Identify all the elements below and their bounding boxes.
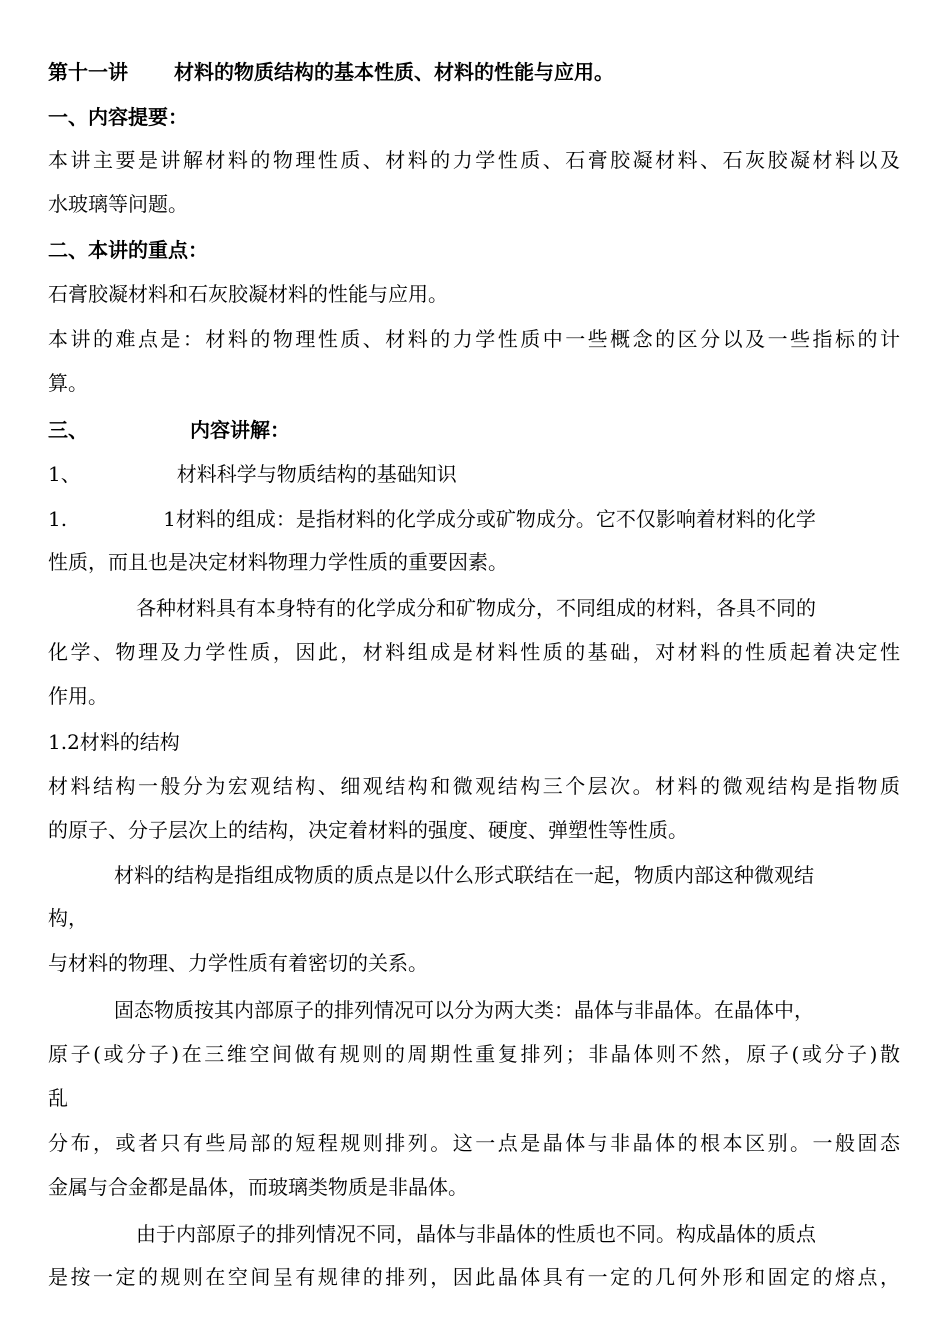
- section1-body-line: 本讲主要是讲解材料的物理性质、材料的力学性质、石膏胶凝材料、石灰胶凝材料以及: [48, 148, 900, 172]
- item-1-1-line: 性质，而且也是决定材料物理力学性质的重要因素。: [48, 550, 508, 574]
- lecture-title-text: 材料的物质结构的基本性质、材料的性能与应用。: [174, 60, 614, 84]
- paragraph-line: 构，: [48, 906, 88, 930]
- paragraph-line: 化学、物理及力学性质，因此，材料组成是材料性质的基础，对材料的性质起着决定性: [48, 640, 900, 664]
- section3-heading: [48, 415, 900, 445]
- item-1-1-line: [48, 504, 900, 534]
- subsection-1-2-heading: 1.2材料的结构: [48, 730, 180, 754]
- section1-body-line: 水玻璃等问题。: [48, 192, 188, 216]
- paragraph-line: 由于内部原子的排列情况不同，晶体与非晶体的性质也不同。构成晶体的质点: [136, 1222, 816, 1246]
- section1-heading: 一、内容提要：: [48, 105, 188, 129]
- lecture-number: 第十一讲: [48, 60, 128, 84]
- paragraph-line: 原子(或分子)在三维空间做有规则的周期性重复排列；非晶体则不然，原子(或分子)散: [48, 1042, 900, 1066]
- item-1-1-text: 1材料的组成：是指材料的化学成分或矿物成分。它不仅影响着材料的化学: [163, 507, 816, 531]
- subsection-1-number: 1、: [48, 462, 81, 486]
- section2-difficulty-line: 算。: [48, 371, 88, 395]
- paragraph-line: 分布，或者只有些局部的短程规则排列。这一点是晶体与非晶体的根本区别。一般固态: [48, 1131, 900, 1155]
- item-number: 1.: [48, 507, 68, 531]
- section2-key-points: 石膏胶凝材料和石灰胶凝材料的性能与应用。: [48, 282, 448, 306]
- paragraph-line: 各种材料具有本身特有的化学成分和矿物成分，不同组成的材料，各具不同的: [136, 596, 816, 620]
- lecture-title: [48, 57, 900, 87]
- subsection-1-heading: [48, 459, 900, 489]
- paragraph-line: 金属与合金都是晶体，而玻璃类物质是非晶体。: [48, 1175, 468, 1199]
- paragraph-line: 材料的结构是指组成物质的质点是以什么形式联结在一起，物质内部这种微观结: [114, 863, 814, 887]
- paragraph-line: 与材料的物理、力学性质有着密切的关系。: [48, 951, 428, 975]
- section2-heading: 二、本讲的重点：: [48, 238, 208, 262]
- paragraph-line: 乱: [48, 1086, 68, 1110]
- section2-difficulty-line: 本讲的难点是：材料的物理性质、材料的力学性质中一些概念的区分以及一些指标的计: [48, 327, 900, 351]
- section3-number: 三、: [48, 418, 88, 442]
- paragraph-line: 材料结构一般分为宏观结构、细观结构和微观结构三个层次。材料的微观结构是指物质: [48, 774, 900, 798]
- paragraph-line: 是按一定的规则在空间呈有规律的排列，因此晶体具有一定的几何外形和固定的熔点，: [48, 1265, 900, 1289]
- subsection-1-title: 材料科学与物质结构的基础知识: [176, 462, 457, 486]
- paragraph-line: 作用。: [48, 684, 108, 708]
- paragraph-line: 的原子、分子层次上的结构，决定着材料的强度、硬度、弹塑性等性质。: [48, 818, 688, 842]
- paragraph-line: 固态物质按其内部原子的排列情况可以分为两大类：晶体与非晶体。在晶体中，: [114, 998, 814, 1022]
- section3-heading-text: 内容讲解：: [190, 418, 290, 442]
